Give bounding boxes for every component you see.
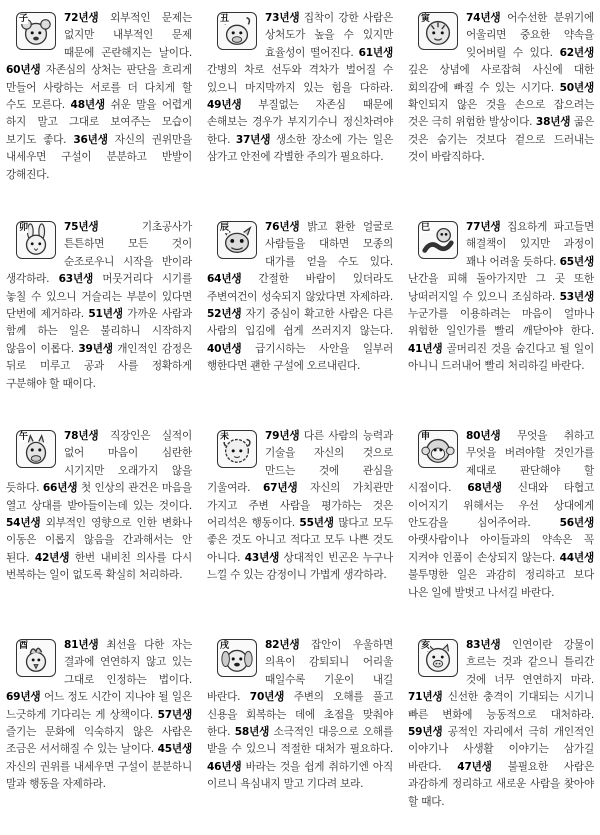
fortune-text: 불투명한 일은 과감히 정리하고 보다 나은 일에 발벗고 나서길 바란다.	[408, 569, 594, 599]
fortune-text: 외부적인 영향으로 인한 변화나 이동은 이롭지 않음을 간과해서는 안 된다.	[6, 517, 192, 564]
tiger-icon	[418, 12, 458, 50]
dog-icon	[217, 639, 257, 677]
birth-year-label: 74년생	[466, 12, 501, 24]
fortune-text: 난간을 피해 돌아가지만 그 곳 또한 낭떠러지일 수 있으니 조심하라.	[408, 273, 594, 303]
fortune-text: 주변의 오해를 풀고 신용을 회복하는 데에 초점을 맞춰야 한다.	[207, 691, 393, 739]
fortune-text: 상대적인 빈곤은 누구나 느낄 수 있는 감정이니 가볍게 생각하라.	[207, 551, 393, 582]
fortune-text: 집요하게 파고들면 해결책이 있지만 과정이 꽤나 어려울 듯하다.	[466, 221, 594, 268]
fortune-text: 첫 인상의 관건은 마음을 열고 상대를 받아들이는데 있는 것이다.	[6, 482, 193, 512]
fortune-text: 집착이 강한 사람은 상처도가 높을 수 있지만 효율성이 떨어진다.	[265, 12, 393, 59]
birth-year-label: 46년생	[207, 760, 242, 773]
fortune-text: 누군가를 이용하려는 마음이 얼마나 위험한 일인가를 빨리 깨닫아야 한다.	[408, 308, 594, 338]
fortune-text: 어수선한 분위기에 어울리면 중요한 약속을 잊어버릴 수 있다.	[466, 12, 594, 59]
birth-year-label: 36년생	[73, 133, 108, 146]
birth-year-label: 66년생	[42, 482, 78, 495]
sheep-icon	[217, 430, 257, 468]
fortune-text: 가까운 사람과 함께 하는 일은 불리하니 시작하지 않음이 이롭다.	[6, 308, 192, 355]
birth-year-label: 69년생	[6, 691, 41, 704]
fortune-text: 즐기는 문화에 익숙하지 않은 사람은 조금은 서서해질 수 있는 날이다.	[6, 726, 192, 756]
horoscope-snake	[402, 211, 600, 417]
birth-year-label: 60년생	[6, 64, 41, 77]
fortune-text: 간병의 차로 선두와 격차가 벌어질 수 있으니 마지막까지 있는 힘을 다하라.	[207, 64, 393, 94]
ox-icon	[217, 12, 257, 50]
fortune-text: 깊은 상념에 사로잡혀 사신에 대한 회의감에 빠질 수 있는 시기다.	[408, 64, 594, 94]
monkey-icon	[418, 430, 458, 468]
birth-year-label: 79년생	[265, 430, 300, 442]
fortune-text: 직장인은 실적이 없어 마음이 심란한 시기지만 오래가지 않을 듯하다.	[6, 430, 192, 495]
fortune-text: 쉬운 말을 어렵게 하지 말고 그대로 보여주는 모습이 보기도 좋다.	[6, 99, 192, 146]
fortune-text: 자기 중심이 확고한 사람은 다른 사람의 입김에 쉽게 쓰러지지 않는다.	[207, 308, 393, 338]
horoscope-tiger	[402, 2, 600, 208]
fortune-text: 확인되지 않은 것을 손으로 잡으려는 것은 극히 위험한 발상이다.	[408, 99, 594, 129]
horse-icon	[16, 430, 56, 468]
birth-year-label: 42년생	[34, 551, 70, 564]
snake-icon	[418, 221, 458, 259]
fortune-text: 잡안이 우울하면 의욕이 감퇴되니 어리울 때일수록 기운이 내길 바란다.	[207, 639, 393, 704]
fortune-text: 최선을 다한 자는 결과에 연연하지 않고 있는 그대로 인정하는 법이다.	[64, 639, 192, 686]
birth-year-label: 43년생	[244, 551, 280, 564]
fortune-text: 많다고 모두 좋은 것도 아니고 적다고 모두 나쁜 것도 아니다.	[207, 517, 393, 564]
fortune-text: 무엇을 취하고 무엇을 버려야할 것인가를 제대로 판단해야 할 시점이다.	[408, 430, 594, 495]
zodiac-hanja: 亥	[421, 641, 430, 651]
zodiac-hanja: 午	[19, 432, 28, 442]
fortune-text: 부질없는 자존심 때문에 손해보는 경우가 부지기수니 정신차려야 한다.	[207, 99, 393, 146]
fortune-text: 바라는 것을 쉽게 취하기엔 아직 이르니 욕심내지 말고 기다려 보라.	[207, 760, 393, 791]
fortune-text: 신선한 충격이 기대되는 시기니 빠른 변화에 능동적으로 대처하라.	[408, 691, 594, 721]
birth-year-label: 70년생	[249, 691, 285, 704]
zodiac-hanja: 申	[421, 432, 430, 442]
birth-year-label: 50년생	[559, 81, 594, 94]
fortune-text: 인연이란 강물이 흐르는 것과 같으니 틀리간 것에 너무 연연하지 마라.	[466, 639, 594, 686]
fortune-text: 기초공사가 튼튼하면 모든 것이 순조로우니 시작을 반이라 생각하라.	[6, 221, 192, 286]
fortune-text: 자존심의 상처는 판단을 흐리게 만들어 사랑하는 서로를 더 다치게 할 수도 모른다.	[6, 64, 192, 112]
birth-year-label: 81년생	[64, 639, 99, 651]
fortune-text: 머뭇거리다 시기를 놓칠 수 있으니 거슬리는 부분이 있다면 단번에 제거하라.	[6, 273, 192, 321]
birth-year-label: 61년생	[358, 46, 393, 59]
birth-year-label: 62년생	[559, 46, 594, 59]
horoscope-sheep	[201, 420, 399, 626]
birth-year-label: 48년생	[70, 99, 105, 112]
fortune-text: 자신의 권위를 내세우면 구설이 분분하니 말과 행동을 자제하라.	[6, 760, 192, 791]
birth-year-label: 56년생	[559, 517, 594, 530]
fortune-text: 신대와 타협고 이어지기 위해서는 우선 상대에게 안도감을 심어주어라.	[408, 482, 594, 530]
fortune-text: 다른 사람의 능력과 기술을 자신의 것으로 만드는 것에 관심을 기울여라.	[207, 430, 393, 495]
pig-icon	[418, 639, 458, 677]
birth-year-label: 37년생	[235, 133, 271, 146]
birth-year-label: 82년생	[265, 639, 300, 651]
fortune-text: 아랫사람이나 아이들과의 약속은 꼭 지켜야 인품이 손상되지 않는다.	[408, 534, 594, 564]
birth-year-label: 49년생	[207, 99, 242, 112]
fortune-text: 외부적인 문제는 없지만 내부적인 문제 때문에 곤란해지는 날이다.	[64, 12, 192, 59]
birth-year-label: 45년생	[157, 743, 192, 756]
birth-year-label: 47년생	[457, 760, 492, 773]
rat-icon	[16, 12, 56, 50]
fortune-text: 급기시하는 사안을 일부러 행한다면 괜한 구설에 오르내린다.	[207, 342, 393, 373]
horoscope-horse	[0, 420, 198, 626]
birth-year-label: 71년생	[408, 691, 443, 704]
birth-year-label: 77년생	[466, 221, 501, 233]
birth-year-label: 53년생	[559, 290, 594, 303]
fortune-text: 어느 정도 시간이 지나야 될 일은 느긋하게 기다리는 게 상책이다.	[6, 691, 192, 721]
birth-year-label: 64년생	[207, 273, 242, 286]
dragon-icon	[217, 221, 257, 259]
horoscope-ox	[201, 2, 399, 208]
fortune-text: 곪은 것은 숨기는 것보다 겉으로 드러내는 것이 바람직하다.	[408, 116, 594, 164]
birth-year-label: 59년생	[408, 726, 443, 739]
zodiac-hanja: 辰	[220, 223, 229, 233]
birth-year-label: 57년생	[157, 708, 192, 721]
horoscope-dragon	[201, 211, 399, 417]
fortune-text: 자신의 가치관만 가지고 주변 사람을 평가하는 것은 어리석은 행동이다.	[207, 482, 393, 530]
birth-year-label: 72년생	[64, 12, 99, 24]
zodiac-hanja: 寅	[421, 14, 430, 24]
horoscope-pig	[402, 629, 600, 835]
birth-year-label: 63년생	[58, 273, 94, 286]
horoscope-rooster	[0, 629, 198, 835]
fortune-text: 밝고 환한 얼굴로 사람들을 대하면 모종의 대가를 얻을 수도 있다.	[265, 221, 393, 268]
rabbit-icon	[16, 221, 56, 259]
fortune-text: 불필요한 사람은 과감하게 정리하고 새로운 사람을 찾아야 할 때다.	[408, 760, 594, 808]
fortune-text: 소극적인 대응으로 오해를 받을 수 있으니 적절한 대처가 필요하다.	[207, 726, 393, 756]
horoscope-monkey	[402, 420, 600, 626]
birth-year-label: 38년생	[535, 116, 571, 129]
birth-year-label: 54년생	[6, 517, 41, 530]
horoscope-rat	[0, 2, 198, 208]
birth-year-label: 51년생	[88, 308, 123, 321]
zodiac-hanja: 卯	[19, 223, 28, 233]
birth-year-label: 73년생	[265, 12, 300, 24]
birth-year-label: 83년생	[466, 639, 501, 651]
fortune-text: 개인적인 감정은 뒤로 미루고 공과 사를 정확하게 구분해야 할 때이다.	[6, 342, 192, 390]
rooster-icon	[16, 639, 56, 677]
zodiac-hanja: 子	[19, 14, 28, 24]
horoscope-dog	[201, 629, 399, 835]
zodiac-hanja: 丑	[220, 14, 229, 24]
birth-year-label: 58년생	[234, 726, 270, 739]
birth-year-label: 76년생	[265, 221, 300, 233]
fortune-text: 생소한 장소에 가는 일은 삼가고 안전에 각별한 주의가 필요하다.	[207, 133, 393, 164]
zodiac-hanja: 巳	[421, 223, 430, 233]
birth-year-label: 41년생	[408, 342, 443, 355]
zodiac-hanja: 未	[220, 432, 229, 442]
fortune-text: 한번 내비친 의사를 다시 번복하는 일이 없도록 확실히 처리하라.	[6, 551, 192, 582]
birth-year-label: 55년생	[299, 517, 334, 530]
zodiac-hanja: 酉	[19, 641, 28, 651]
birth-year-label: 75년생	[64, 221, 99, 233]
birth-year-label: 39년생	[78, 342, 113, 355]
zodiac-hanja: 戌	[220, 641, 229, 651]
birth-year-label: 44년생	[559, 551, 594, 564]
birth-year-label: 65년생	[559, 255, 594, 268]
birth-year-label: 67년생	[262, 482, 298, 495]
fortune-text: 공적인 자리에서 극히 개인적인 이야기나 사생활 이야기는 삼가길 바란다.	[408, 726, 594, 773]
horoscope-rabbit	[0, 211, 198, 417]
fortune-text: 간절한 바람이 있더라도 주변여건이 성숙되지 않았다면 자제하라.	[207, 273, 393, 303]
birth-year-label: 52년생	[207, 308, 242, 321]
birth-year-label: 40년생	[207, 342, 242, 355]
fortune-text: 골머리진 것을 숨긴다고 될 일이 아니니 드러내어 빨리 처리하길 바란다.	[408, 342, 594, 373]
birth-year-label: 78년생	[64, 430, 99, 442]
fortune-text: 자신의 권위만을 내세우면 구설이 분분하고 반발이 강해진다.	[6, 133, 192, 181]
birth-year-label: 80년생	[466, 430, 501, 442]
birth-year-label: 68년생	[467, 482, 502, 495]
